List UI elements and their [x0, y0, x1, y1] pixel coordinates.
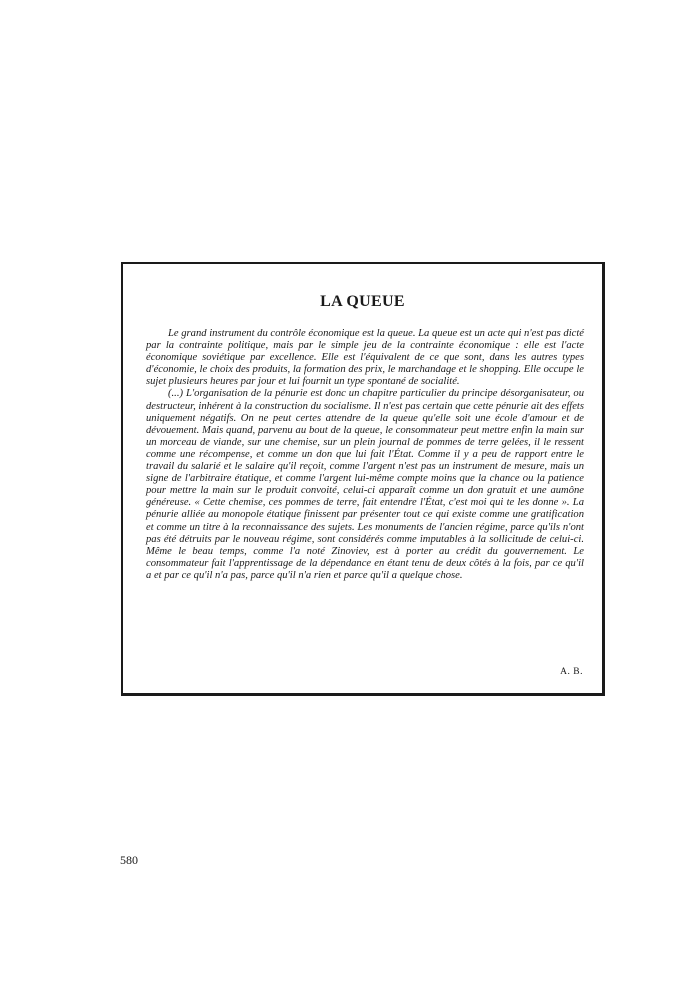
boxed-article — [121, 262, 605, 696]
article-title: LA QUEUE — [320, 293, 405, 310]
author-signature: A. B. — [560, 667, 583, 677]
page-number: 580 — [120, 853, 138, 867]
article-paragraph: (...) L'organisation de la pénurie est donc un chapitre particulier du principe désorganisateur, ou destructeur, inhérent à la construction du socialisme. Il n'est pas certain que cette pénurie ait des effets uniquement négatifs. On ne peut certes attendre de la queue qu'elle soit une école d'amour et de dévouement. Mais quand, parvenu au bout de la queue, le consommateur peut mettre enfin la main sur un morceau de viande, sur une chemise, sur un plein journal de pommes de terre gelées, il le ressent comme une récompense, et comme un don que lui fait l'État. Comme il y a peu de rapport entre le travail du salarié et le salaire qu'il reçoit, comme l'argent n'est pas un instrument de mesure, mais un signe de l'arbitraire étatique, et comme l'argent lui-même compte moins que la chance ou la patience pour mettre la main sur le produit convoité, celui-ci apparaît comme un don gratuit et une aumône généreuse. « Cette chemise, ces pommes de terre, fait entendre l'État, c'est moi qui te les donne ». La pénurie alliée au monopole étatique finissent par présenter tout ce qui existe comme une gratification et comme un titre à la reconnaissance des sujets. Les monuments de l'ancien régime, parce qu'ils n'ont pas été détruits par le nouveau régime, sont considérés comme imputables à la sollicitude de celui-ci. Même le beau temps, comme l'a noté Zinoviev, est à porter au crédit du gouvernement. Le consommateur fait l'apprentissage de la dépendance en étant tenu de deux côtés à la fois, par ce qu'il a et par ce qu'il n'a pas, parce qu'il n'a rien et parce qu'il a quelque chose. — [146, 388, 584, 581]
article-paragraph: Le grand instrument du contrôle économique est la queue. La queue est un acte qui n'est pas dicté par la contrainte politique, mais par le simple jeu de la contrainte économique : elle est l'acte économique soviétique par excellence. Elle est l'équivalent de ce que sont, dans les autres types d'économie, le choix des produits, la formation des prix, le marchandage et le shopping. Elle occupe le sujet plusieurs heures par jour et lui fournit un type spontané de socialité. — [146, 328, 584, 388]
article-body — [146, 328, 584, 582]
